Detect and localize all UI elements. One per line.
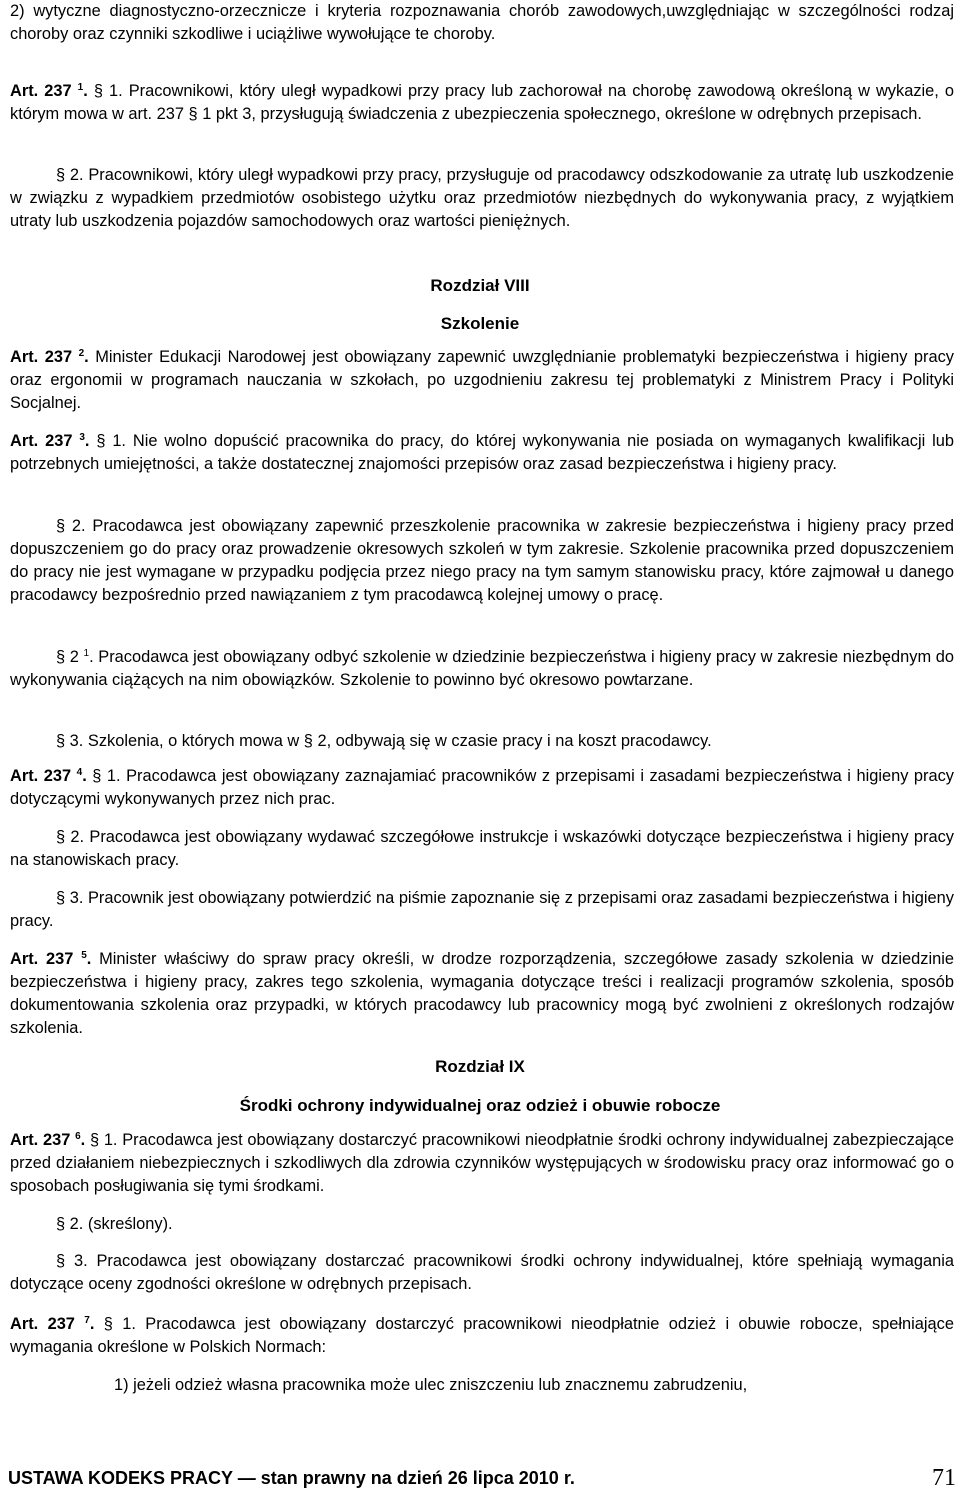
article-number: Art. 237 $^3$. bbox=[10, 432, 90, 450]
page-number: 71 bbox=[932, 1465, 956, 1491]
chapter-ix-number: Rozdział IX bbox=[435, 1057, 525, 1076]
article-number: Art. 237 $^6$. bbox=[10, 1131, 86, 1149]
article-237-3-par-1: Art. 237 $^3$. § 1. Nie wolno dopuścić pracownika do pracy, do której wykonywania nie posiada on wymaganych kwalifikacji lub potrzebnych umiejętności, a także dostatecznej znajomości przepisów oraz zasad bezpieczeństwa i higieny pracy. bbox=[10, 432, 954, 473]
article-number: Art. 237 $^1$. bbox=[10, 82, 88, 100]
article-237-2: Art. 237 $^2$. Minister Edukacji Narodowej jest obowiązany zapewnić uwzględnianie problematyki bezpieczeństwa i higieny pracy oraz ergonomii w programach nauczania w szkołach, po uzgodnieniu zakresu tej problematyki z Ministrem Pracy i Polityki Socjalnej. bbox=[10, 348, 954, 412]
article-237-7-par-1: Art. 237 $^7$. § 1. Pracodawca jest obowiązany dostarczyć pracownikowi nieodpłatnie odzież i obuwie robocze, spełniające wymagania określone w Polskich Normach: bbox=[10, 1315, 954, 1356]
paragraph-wytyczne: 2) wytyczne diagnostyczno-orzecznicze i kryteria rozpoznawania chorób zawodowych,uwzględniając w szczególności rodzaj choroby oraz czynniki szkodliwe i uciążliwe wywołujące te choroby. bbox=[10, 2, 954, 43]
article-number: Art. 237 $^4$. bbox=[10, 767, 87, 785]
article-237-6-par-2: § 2. (skreślony). bbox=[56, 1215, 173, 1233]
article-237-4-par-2: § 2. Pracodawca jest obowiązany wydawać szczegółowe instrukcje i wskazówki dotyczące bezpieczeństwa i higieny pracy na stanowiskach pracy. bbox=[10, 828, 954, 869]
article-237-6-par-1: Art. 237 $^6$. § 1. Pracodawca jest obowiązany dostarczyć pracownikowi nieodpłatnie środki ochrony indywidualnej zabezpieczające przed działaniem niebezpiecznych i szkodliwych dla zdrowia czynników występujących w środowisku pracy oraz informować go o sposobach posługiwania się tymi środkami. bbox=[10, 1131, 954, 1195]
article-237-3-par-2-1: § 2 $^1$. Pracodawca jest obowiązany odbyć szkolenie w dziedzinie bezpieczeństwa i higieny pracy w zakresie niezbędnym do wykonywania ciążących na nim obowiązków. Szkolenie to powinno być okresowo powtarzane. bbox=[10, 648, 954, 689]
article-237-1-par-2: § 2. Pracownikowi, który uległ wypadkowi przy pracy, przysługuje od pracodawcy odszkodowanie za utratę lub uszkodzenie w związku z wypadkiem przedmiotów osobistego użytku oraz przedmiotów niezbędnych do wykonywania pracy, z wyjątkiem utraty lub uszkodzenia pojazdów samochodowych oraz wartości pieniężnych. bbox=[10, 166, 954, 230]
article-237-1-par-1: Art. 237 $^1$. § 1. Pracownikowi, który uległ wypadkowi przy pracy lub zachorował na chorobę zawodową określoną w wykazie, o którym mowa w art. 237 § 1 pkt 3, przysługują świadczenia z ubezpieczenia społecznego, określone w odrębnych przepisach. bbox=[10, 82, 954, 123]
footer-title: USTAWA KODEKS PRACY — stan prawny na dzień 26 lipca 2010 r. bbox=[8, 1468, 575, 1488]
chapter-ix-title: Środki ochrony indywidualnej oraz odzież i obuwie robocze bbox=[239, 1096, 721, 1115]
article-237-3-par-2: § 2. Pracodawca jest obowiązany zapewnić przeszkolenie pracownika w zakresie bezpieczeństwa i higieny pracy przed dopuszczeniem go do pracy oraz prowadzenie okresowych szkoleń w tym zakresie. Szkolenie pracownika przed dopuszczeniem do pracy nie jest wymagane w przypadku podjęcia przez niego pracy na tym samym stanowisku pracy, które zajmował u danego pracodawcy bezpośrednio przed nawiązaniem z tym pracodawcą kolejnej umowy o pracę. bbox=[10, 517, 954, 604]
article-237-6-par-3: § 3. Pracodawca jest obowiązany dostarczać pracownikowi środki ochrony indywidualnej, które spełniają wymagania dotyczące oceny zgodności określone w odrębnych przepisach. bbox=[10, 1252, 954, 1293]
article-237-4-par-1: Art. 237 $^4$. § 1. Pracodawca jest obowiązany zaznajamiać pracowników z przepisami i zasadami bezpieczeństwa i higieny pracy dotyczącymi wykonywanych przez nich prac. bbox=[10, 767, 955, 808]
article-number: Art. 237 $^5$. bbox=[10, 950, 92, 968]
article-237-5: Art. 237 $^5$. Minister właściwy do spraw pracy określi, w drodze rozporządzenia, szczegółowe zasady szkolenia w dziedzinie bezpieczeństwa i higieny pracy, zakres tego szkolenia, wymagania dotyczące treści i realizacji programów szkolenia, sposób dokumentowania szkolenia oraz przypadki, w których pracodawcy lub pracownicy mogą być zwolnieni z określonych rodzajów szkolenia. bbox=[10, 950, 954, 1037]
page-footer bbox=[0, 1464, 960, 1492]
article-237-3-par-3: § 3. Szkolenia, o których mowa w § 2, odbywają się w czasie pracy i na koszt pracodawcy. bbox=[56, 732, 712, 750]
article-number: Art. 237 $^2$. bbox=[10, 348, 89, 366]
article-237-7-item-1: 1) jeżeli odzież własna pracownika może ulec zniszczeniu lub znacznemu zabrudzeniu, bbox=[114, 1376, 748, 1394]
article-number: Art. 237 $^7$. bbox=[10, 1315, 95, 1333]
chapter-viii-number: Rozdział VIII bbox=[430, 276, 530, 295]
article-237-4-par-3: § 3. Pracownik jest obowiązany potwierdzić na piśmie zapoznanie się z przepisami oraz zasadami bezpieczeństwa i higieny pracy. bbox=[10, 889, 954, 930]
chapter-viii-title: Szkolenie bbox=[440, 314, 520, 333]
